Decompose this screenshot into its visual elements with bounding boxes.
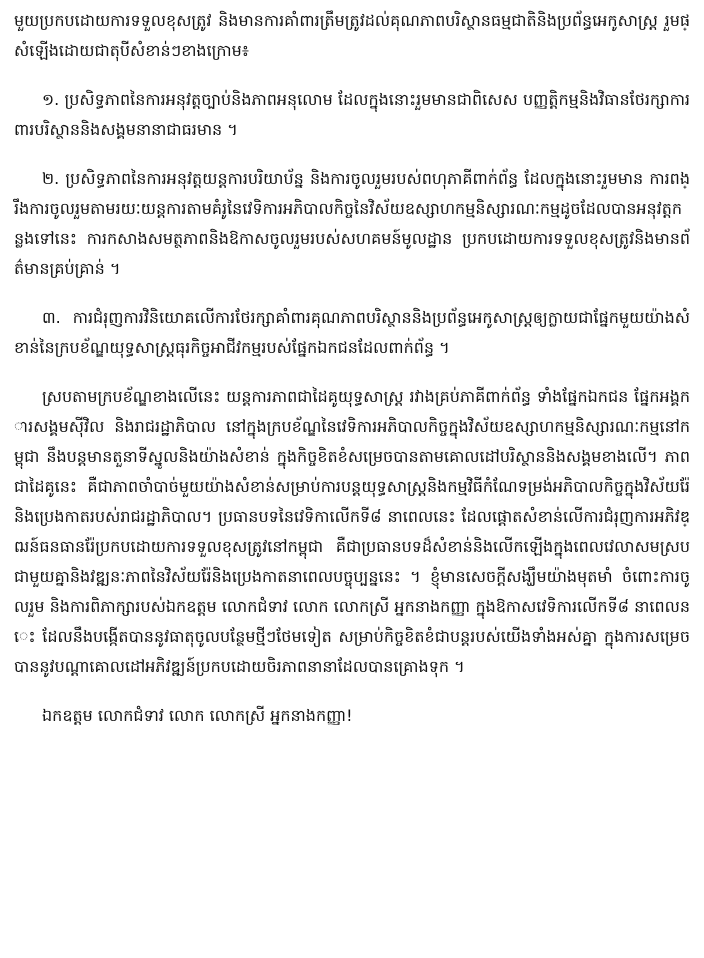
paragraph-point-3: ៣. ការជំរុញការវិនិយោគលើការថែរក្សាគាំពារគុណភាពបរិស្ថាននិងប្រព័ន្ធអេកូសាស្ត្រឲ្យក្លាយជាផ្នែកមួយយ៉ាងសំខាន់នៃក្របខ័ណ្ឌយុទ្ធសាស្ត្រធុរកិច្ចអាជីវកម្មរបស់ផ្នែកឯកជនដែលពាក់ព័ន្ធ ។	[14, 308, 690, 357]
paragraph-continuation: មួយប្រកបដោយការទទួលខុសត្រូវ និងមានការគាំពារត្រឹមត្រូវដល់គុណភាពបរិស្ថានធម្មជាតិនិងប្រព័ន្ធអេកូសាស្ត្រ រួមផ្សំឡើងដោយជាតុបីសំខាន់ៗខាងក្រោម៖	[14, 11, 690, 60]
paragraph-framework: ស្របតាមក្របខ័ណ្ឌខាងលើនេះ យន្តការភាពជាដៃគូយុទ្ធសាស្ត្រ រវាងគ្រប់ភាគីពាក់ព័ន្ធ ទាំងផ្នែកឯកជន ផ្នែកអង្គការសង្គមស៊ីវិល និងរាជរដ្ឋាភិបាល នៅក្នុងក្របខ័ណ្ឌនៃវេទិការអភិបាលកិច្ចក្នុងវិស័យឧស្សាហកម្មនិស្សារណៈកម្មនៅកម្ពុជា នឹងបន្តមានតួនាទីស្នូលនិងយ៉ាងសំខាន់ ក្នុងកិច្ចខិតខំសម្រេចបានតាមគោលដៅបរិស្ថាននិងសង្គមខាងលើ។ ភាពជាដៃគូនេះ គឺជាភាពចាំបាច់មួយយ៉ាងសំខាន់សម្រាប់ការបន្តយុទ្ធសាស្ត្រនិងកម្មវិធីកំណែទម្រង់អភិបាលកិច្ចក្នុងវិស័យរ៉ែនិងប្រេងកាតរបស់រាជរដ្ឋាភិបាល។ ប្រធានបទនៃវេទិកាលើកទី៨ នាពេលនេះ ដែលផ្តោតសំខាន់លើការជំរុញការអភិវឌ្ឍន៍ធនធានរ៉ែប្រកបដោយការទទួលខុសត្រូវនៅកម្ពុជា គឺជាប្រធានបទដ៏សំខាន់និងលើកឡើងក្នុងពេលវេលាសមស្របជាមួយគ្នានិងវឌ្ឍនៈភាពនៃវិស័យរ៉ែនិងប្រេងកាតនាពេលបច្ចុប្បន្ននេះ ។ ខ្ញុំមានសេចក្តីសង្ឃឹមយ៉ាងមុតមាំ ចំពោះការចូលរួម និងការពិភាក្សារបស់ឯកឧត្តម លោកជំទាវ លោក លោកស្រី អ្នកនាងកញ្ញា ក្នុងឱកាសវេទិការលើកទី៨ នាពេលនេះ ដែលនឹងបង្កើតបាននូវធាតុចូលបន្ថែមថ្មីៗថែមទៀត សម្រាប់កិច្ចខិតខំជាបន្តរបស់យើងទាំងអស់គ្នា ក្នុងការសម្រេចបាននូវបណ្តាគោលដៅអភិវឌ្ឍន៍ប្រកបដោយចិរភាពនានាដែលបានគ្រោងទុក ។	[14, 387, 690, 676]
paragraph-point-2: ២. ប្រសិទ្ធភាពនៃការអនុវត្តយន្តការបរិយាប័ន្ន និងការចូលរួមរបស់ពហុភាគីពាក់ព័ន្ធ ដែលក្នុងនោះរួមមាន ការពង្រឹងការចូលរួមតាមរយៈយន្តការតាមគំរូនៃវេទិការអភិបាលកិច្ចនៃវិស័យឧស្សាហកម្មនិស្សារណៈកម្មដូចដែលបានអនុវត្តកន្លងទៅនេះ ការកសាងសមត្ថភាពនិងឱកាសចូលរួមរបស់សហគមន៍មូលដ្ឋាន ប្រកបដោយការទទួលខុសត្រូវនិងមានព័ត៌មានគ្រប់គ្រាន់ ។	[14, 169, 690, 278]
paragraph-salutation: ឯកឧត្តម លោកជំទាវ លោក លោកស្រី អ្នកនាងកញ្ញា!	[42, 706, 353, 725]
paragraph-point-1: ១. ប្រសិទ្ធភាពនៃការអនុវត្តច្បាប់និងភាពអនុលោម ដែលក្នុងនោះរួមមានជាពិសេស បញ្ញត្តិកម្មនិងវិធានថែរក្សាការពារបរិស្ថាននិងសង្គមនានាជាធរមាន ។	[14, 90, 690, 139]
